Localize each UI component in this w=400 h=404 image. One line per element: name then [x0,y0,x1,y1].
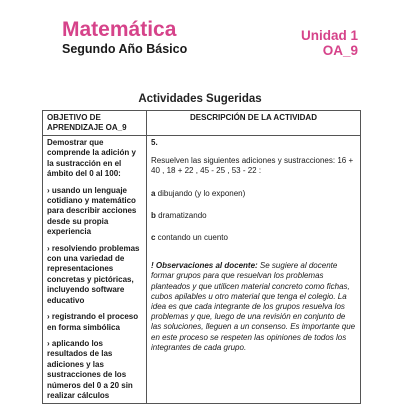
description-column-header: DESCRIPCIÓN DE LA ACTIVIDAD [147,111,361,136]
objective-intro: Demostrar que comprende la adición y la sustracción en el ámbito del 0 al 100: [47,138,136,179]
description-cell [147,136,361,404]
activity-option [151,233,356,243]
objective-code: OA_9 [322,43,358,58]
option-letter: b [151,210,156,220]
option-letter: c [151,233,156,243]
objective-column-header: OBJETIVO DE APRENDIZAJE OA_9 [43,111,147,136]
objective-cell [43,136,147,404]
option-text: dramatizando [155,210,207,220]
activity-number: 5. [151,138,158,147]
grade-subtitle: Segundo Año Básico [62,42,188,56]
objective-item: › resolviendo problemas con una variedad de representaciones concretas y pictóricas, incluyendo software educativo [47,243,140,305]
unit-label: Unidad 1 [300,28,358,43]
table-header-row [43,111,361,136]
option-letter: a [151,188,156,198]
section-title: Actividades Sugeridas [138,93,262,105]
option-text: dibujando (y lo exponen) [155,188,246,198]
activity-text: Resuelven las siguientes adiciones y sustracciones: 16 + 40 , 18 + 22 , 45 - 25 , 53 - 22 : [151,156,354,176]
objective-item: › usando un lenguaje cotidiano y matemático para describir acciones desde su propia experiencia [47,185,137,237]
option-text: contando un cuento [155,233,228,243]
subject-title: Matemática [62,18,177,41]
objective-item: › registrando el proceso en forma simbólica [47,312,139,332]
observation-label: ! Observaciones al docente: [151,261,258,271]
activities-table [42,110,361,404]
activity-option [151,189,356,199]
activity-option [151,211,356,221]
teacher-observation [151,261,356,353]
objective-item: › aplicando los resultados de las adiciones y las sustracciones de los números del 0 a 20 sin realizar cálculos [47,338,133,400]
table-row [43,136,361,404]
observation-text: Se sugiere al docente formar grupos para que resuelvan los problemas planteados y que utilicen material concreto como fichas, cubos apilables u otro material que tenga el colegio. La idea es que cada integrante de los grupos resuelva los problemas y que, luego de una revisión en conjunto de las soluciones, lleguen a un consenso. Es importante que en este proceso se respeten las opiniones de todos los integrantes de cada grupo. [151,261,356,352]
